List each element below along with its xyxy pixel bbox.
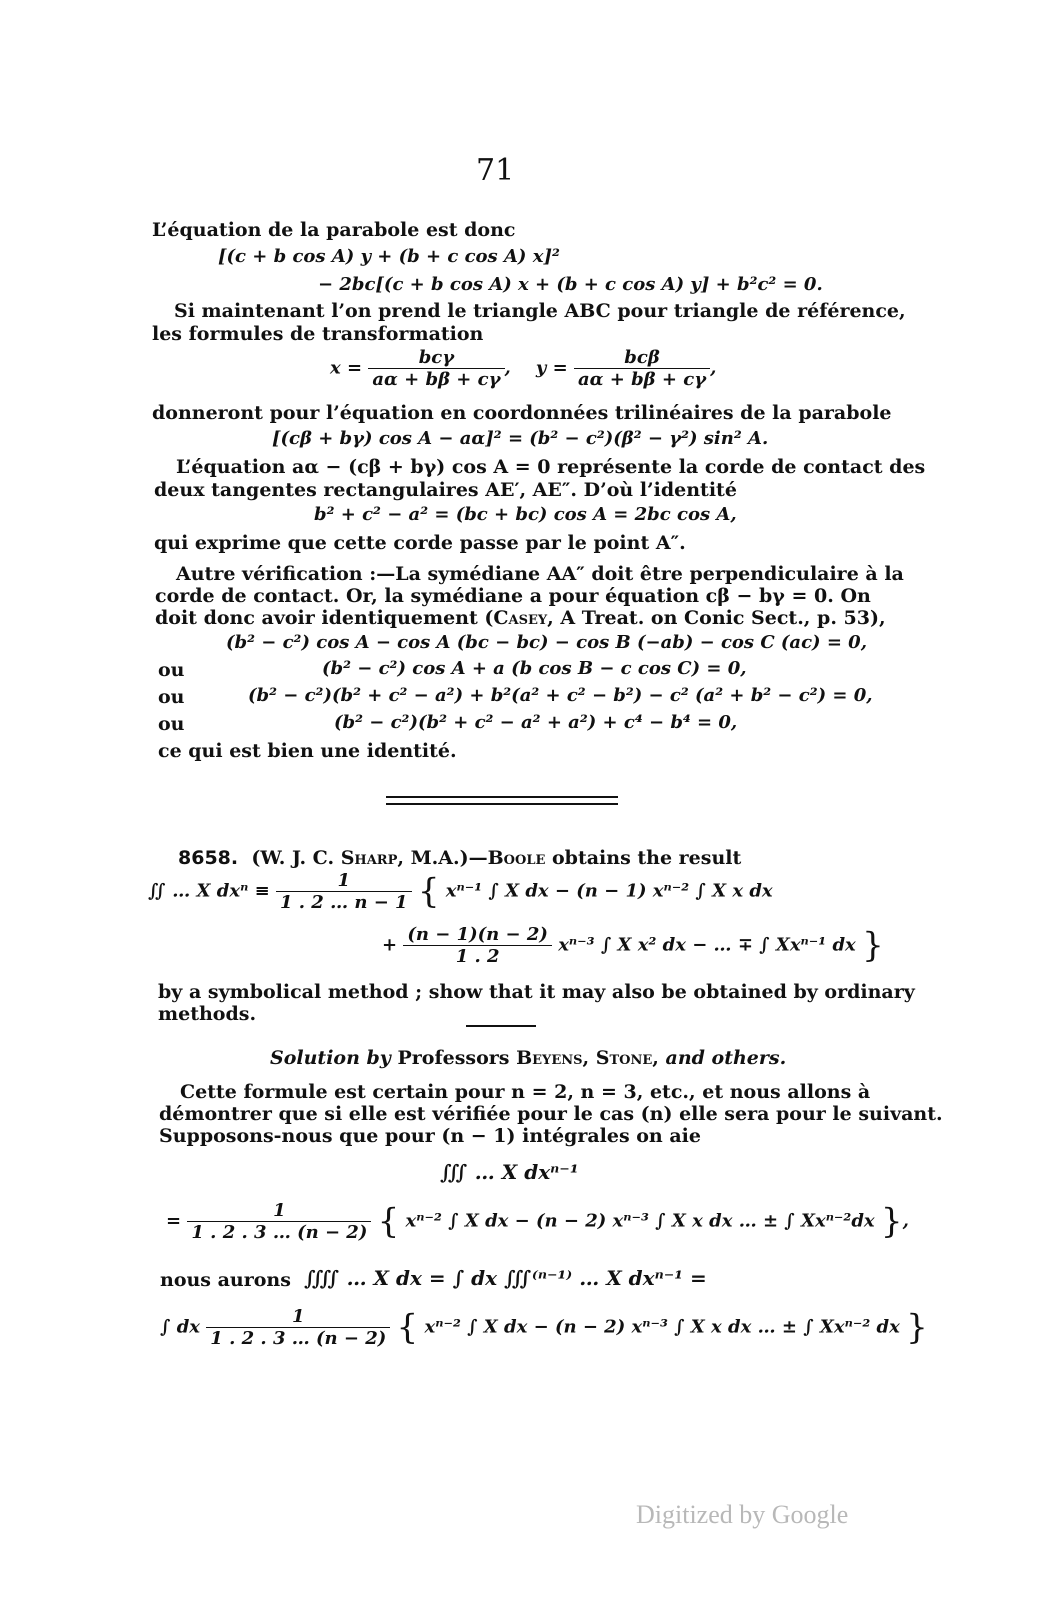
solution-fraction-4 bbox=[206, 1306, 390, 1349]
casey-name: Casey bbox=[493, 607, 548, 629]
boole-rhs-1: xⁿ⁻¹ ∫ X dx − (n − 1) xⁿ⁻² ∫ X x dx bbox=[445, 880, 773, 902]
fraction-4-numerator: 1 bbox=[206, 1306, 390, 1328]
ou-label-3: ou bbox=[158, 713, 185, 735]
cette-line-2: démontrer que si elle est vérifiée pour le cas (n) elle sera pour le suivant. bbox=[159, 1103, 943, 1125]
left-brace: { bbox=[417, 871, 440, 912]
ou-label-2: ou bbox=[158, 686, 185, 708]
equation-3: b² + c² − a² = (bc + bc) cos A = 2bc cos A, bbox=[314, 504, 737, 525]
double-rule-bottom bbox=[386, 803, 618, 805]
x-numerator: bcγ bbox=[368, 347, 504, 369]
short-rule bbox=[466, 1025, 536, 1027]
fraction-4-denominator: 1 . 2 . 3 … (n − 2) bbox=[210, 1328, 387, 1349]
equation-line-1: L’équation aα − (cβ + bγ) cos A = 0 représente la corde de contact des bbox=[176, 456, 926, 478]
equation-line-2: deux tangentes rectangulaires AE′, AE″. D’où l’identité bbox=[154, 479, 737, 501]
equation-4: (b² − c²) cos A − cos A (bc − bc) − cos B (−ab) − cos C (ac) = 0, bbox=[226, 632, 867, 653]
triple-integral-line: ∭ … X dxⁿ⁻¹ bbox=[440, 1160, 579, 1184]
y-end: , bbox=[710, 357, 717, 379]
question-header bbox=[178, 846, 741, 870]
qui-line: qui exprime que cette corde passe par le point A″. bbox=[154, 532, 686, 554]
donneront-line: donneront pour l’équation en coordonnées trilinéaires de la parabole bbox=[152, 402, 892, 424]
author-name: Sharp bbox=[340, 847, 398, 869]
x-denominator: aα + bβ + cγ bbox=[372, 369, 501, 390]
equation-5: (b² − c²) cos A + a (b cos B − c cos C) = 0, bbox=[322, 658, 747, 679]
x-separator: , bbox=[504, 357, 511, 379]
x-fraction bbox=[368, 347, 504, 390]
question-number: 8658. bbox=[178, 847, 239, 869]
solution-fraction-3 bbox=[187, 1200, 371, 1243]
boole-fraction-1 bbox=[276, 870, 412, 913]
final-rhs: xⁿ⁻² ∫ X dx − (n − 2) xⁿ⁻³ ∫ X x dx … ± ∫ Xxⁿ⁻² dx bbox=[424, 1316, 900, 1338]
solution-by: Solution by bbox=[270, 1047, 398, 1069]
and-others: and others. bbox=[658, 1047, 787, 1069]
final-formula-line: ∫ dx $\frac{1}{1 . 2 . 3 \dots (n - 2)}$ { xⁿ⁻² ∫ X dx − (n − 2) xⁿ⁻³ ∫ X x dx … ± ∫ Xxⁿ⁻² dx } bbox=[160, 1306, 928, 1349]
equation-1b: − 2bc[(c + b cos A) x + (b + c cos A) y] + b²c² = 0. bbox=[318, 274, 823, 295]
boole-fraction-2 bbox=[403, 924, 552, 967]
obtains-text: obtains the result bbox=[545, 847, 742, 869]
autre-line-2: corde de contact. Or, la symédiane a pour équation cβ − bγ = 0. On bbox=[155, 585, 871, 607]
equation-2: [(cβ + bγ) cos A − aα]² = (b² − c²)(β² − γ²) sin² A. bbox=[272, 428, 769, 449]
autre-line-3b: , A Treat. on Conic Sect., p. 53), bbox=[547, 607, 886, 629]
by-line-1: by a symbolical method ; show that it may also be obtained by ordinary bbox=[158, 981, 915, 1003]
boole-name: Boole bbox=[487, 847, 546, 869]
si-line-2: les formules de transformation bbox=[152, 323, 484, 345]
boole-formula-line-2: + $\frac{(n - 1)(n - 2)}{1 . 2}$ xⁿ⁻³ ∫ X x² dx − … ∓ ∫ Xxⁿ⁻¹ dx } bbox=[382, 924, 884, 967]
page-number: 71 bbox=[476, 153, 515, 188]
boole-rhs-2: xⁿ⁻³ ∫ X x² dx − … ∓ ∫ Xxⁿ⁻¹ dx bbox=[558, 934, 856, 956]
transformation-formulas bbox=[330, 347, 716, 390]
right-brace: } bbox=[862, 925, 884, 966]
author-open: (W. J. C. bbox=[251, 847, 341, 869]
si-line-1: Si maintenant l’on prend le triangle ABC pour triangle de référence, bbox=[174, 300, 906, 322]
equation-6: (b² − c²)(b² + c² − a²) + b²(a² + c² − b²) − c² (a² + b² − c²) = 0, bbox=[248, 685, 873, 706]
equation-7: (b² − c²)(b² + c² − a² + a²) + c⁴ − b⁴ = 0, bbox=[334, 712, 738, 733]
fraction-1-numerator: 1 bbox=[276, 870, 412, 892]
solution-formula-line: = $\frac{1}{1 . 2 . 3 \dots (n - 2)}$ { xⁿ⁻² ∫ X dx − (n − 2) xⁿ⁻³ ∫ X x dx … ± ∫ Xxⁿ⁻²dx }, bbox=[166, 1200, 909, 1243]
nous-aurons: nous aurons bbox=[160, 1269, 291, 1291]
solution-heading bbox=[270, 1046, 786, 1070]
boole-lhs: ∬ … X dxⁿ ≡ bbox=[148, 880, 270, 902]
cette-line-3: Supposons-nous que pour (n − 1) intégrales on aie bbox=[159, 1125, 701, 1147]
y-numerator: bcβ bbox=[574, 347, 710, 369]
y-lhs: y = bbox=[535, 357, 568, 379]
fraction-2-numerator: (n − 1)(n − 2) bbox=[403, 924, 552, 946]
fraction-3-denominator: 1 . 2 . 3 … (n − 2) bbox=[191, 1222, 368, 1243]
final-lhs: ∫ dx bbox=[160, 1316, 201, 1338]
quad-integral-line: ⨌ … X dx = ∫ dx ∭⁽ⁿ⁻¹⁾ … X dxⁿ⁻¹ = bbox=[304, 1266, 707, 1290]
intro-line: L’équation de la parabole est donc bbox=[152, 219, 516, 241]
solution-authors: Beyens, Stone, bbox=[516, 1047, 659, 1069]
y-denominator: aα + bβ + cγ bbox=[577, 369, 707, 390]
equation-1a: [(c + b cos A) y + (b + c cos A) x]² bbox=[218, 246, 560, 267]
author-close: , M.A.)— bbox=[397, 847, 488, 869]
autre-line-1: Autre vérification :—La symédiane AA″ doit être perpendiculaire à la bbox=[176, 563, 904, 585]
cette-line-1: Cette formule est certain pour n = 2, n = 3, etc., et nous allons à bbox=[180, 1081, 871, 1103]
google-watermark: Digitized by Google bbox=[636, 1500, 849, 1529]
autre-line-3a: doit donc avoir identiquement ( bbox=[155, 607, 494, 629]
solution-rhs-3-end: , bbox=[902, 1210, 909, 1232]
professors: Professors bbox=[397, 1047, 517, 1069]
autre-line-3 bbox=[155, 606, 886, 630]
x-lhs: x = bbox=[330, 357, 363, 379]
ou-label-1: ou bbox=[158, 659, 185, 681]
solution-rhs-3: xⁿ⁻² ∫ X dx − (n − 2) xⁿ⁻³ ∫ X x dx … ± ∫ Xxⁿ⁻²dx bbox=[405, 1210, 875, 1232]
y-fraction bbox=[574, 347, 710, 390]
fraction-3-numerator: 1 bbox=[187, 1200, 371, 1222]
ce-line: ce qui est bien une identité. bbox=[158, 740, 457, 762]
boole-formula-line-1 bbox=[148, 870, 773, 913]
double-rule-top bbox=[386, 796, 618, 798]
fraction-2-denominator: 1 . 2 bbox=[455, 946, 500, 967]
by-line-2: methods. bbox=[158, 1003, 257, 1025]
fraction-1-denominator: 1 . 2 … n − 1 bbox=[279, 892, 408, 913]
